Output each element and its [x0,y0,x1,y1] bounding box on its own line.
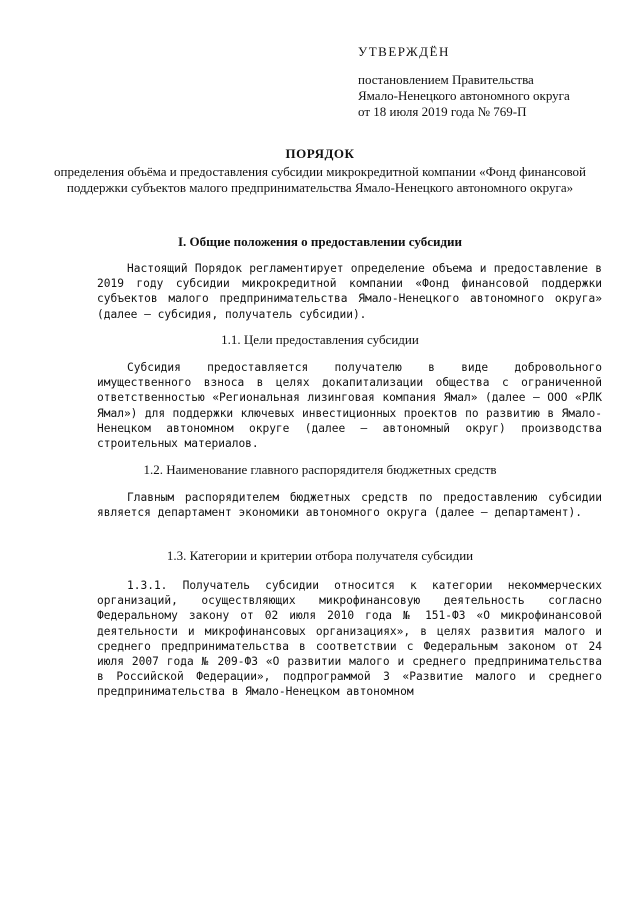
approval-line-2: Ямало-Ненецкого автономного округа [358,88,570,103]
section-1-paragraph: Настоящий Порядок регламентирует определение объема и предоставление в 2019 году субсидии микрокредитной компании «Фонд финансовой поддержки субъектов малого предпринимательства Ямало-Ненецкого автономного округа» (далее – субсидия, получатель субсидии). [97,262,602,321]
approval-heading: УТВЕРЖДЁН [358,44,450,59]
section-1-2-heading: 1.2. Наименование главного распорядителя бюджетных средств [143,462,497,477]
section-1-2-paragraph: Главным распорядителем бюджетных средств по предоставлению субсидии является департамент экономики автономного округа (далее – департамент). [97,491,602,520]
section-1-heading: I. Общие положения о предоставлении субсидии [177,234,463,249]
approval-block [358,44,608,120]
section-1-1-heading: 1.1. Цели предоставления субсидии [221,332,419,347]
section-1-3-heading: 1.3. Категории и критерии отбора получателя субсидии [166,548,474,563]
document-subtitle: определения объёма и предоставления субсидии микрокредитной компании «Фонд финансовой поддержки субъектов малого предпринимательства Ямало-Ненецкого автономного округа» [53,164,587,195]
document-name: ПОРЯДОК [285,146,355,161]
approval-line-1: постановлением Правительства [358,72,534,87]
section-1-3-paragraph: 1.3.1. Получатель субсидии относится к категории некоммерческих организаций, осуществляющих микрофинансовую деятельность согласно Федеральному закону от 02 июля 2010 года № 151-ФЗ «О микрофинансовой деятельности и микрофинансовых организациях», в целях развития малого и среднего предпринимательства в соответствии с Федеральным законом от 24 июля 2007 года № 209-ФЗ «О развитии малого и среднего предпринимательства в Российской Федерации», подпрограммой 3 «Развитие малого и среднего предпринимательства в Ямало-Ненецком автономном [97,579,602,699]
document-title [40,146,600,196]
approval-line-3: от 18 июля 2019 года № 769-П [358,104,527,119]
section-1-1-paragraph: Субсидия предоставляется получателю в виде добровольного имущественного взноса в целях докапитализации общества с ограниченной ответственностью «Региональная лизинговая компания Ямал» (далее – ООО «РЛК Ямал») для поддержки ключевых инвестиционных проектов по развитию в Ямало-Ненецком автономном округе (далее – автономный округ) производства строительных материалов. [97,361,602,451]
